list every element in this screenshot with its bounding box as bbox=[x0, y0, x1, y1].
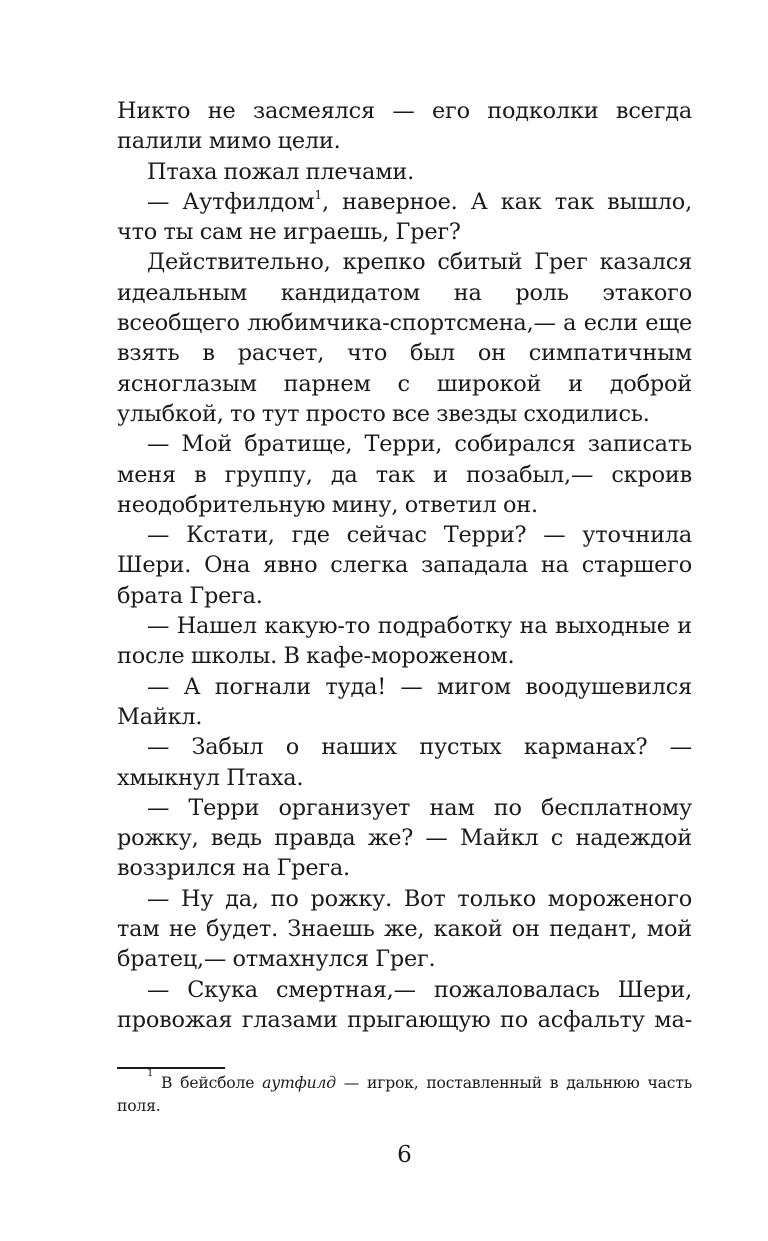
paragraph-1: Никто не засмеялся — его подколки всегда палили мимо цели. bbox=[117, 98, 692, 155]
footnote-divider bbox=[117, 1067, 225, 1069]
paragraph-6: — Кстати, где сейчас Терри? — уточнила Шери. Она явно слегка западала на старшего брата Грега. bbox=[117, 522, 692, 609]
paragraph-7: — Нашел какую-то подработку на выходные и после школы. В кафе-мороженом. bbox=[117, 613, 692, 670]
page-number: 6 bbox=[397, 1142, 412, 1168]
footnote-text-start: В бейсболе bbox=[153, 1074, 263, 1092]
paragraph-9: — Забыл о наших пустых карманах? — хмыкнул Птаха. bbox=[117, 734, 692, 791]
book-page bbox=[117, 0, 692, 1241]
paragraph-2: Птаха пожал плечами. bbox=[147, 158, 415, 185]
footnote bbox=[117, 1067, 692, 1118]
paragraph-8: — А погнали туда! — мигом воодушевился Майкл. bbox=[117, 673, 692, 730]
paragraph-3-end: , наверное. А как так вышло, что ты сам не играешь, Грег? bbox=[117, 188, 692, 246]
paragraph-3-start: — Аутфилдом bbox=[147, 188, 315, 215]
paragraph-5: — Мой братище, Терри, собирался записать меня в группу, да так и позабыл,— скроив неодобрительную мину, ответил он. bbox=[117, 431, 692, 518]
footnote-marker: 1 bbox=[147, 1067, 154, 1079]
paragraph-10: — Терри организует нам по бесплатному рожку, ведь правда же? — Майкл с надеждой воззрился на Грега. bbox=[117, 794, 692, 882]
paragraph-4: Действительно, крепко сбитый Грег казался идеальным кандидатом на роль этакого всеобщего любимчика-спортсмена,— а если еще взять в расчет, что был он симпатичным ясноглазым парнем с широкой и доброй улыбкой, то тут просто все звезды сходились. bbox=[117, 249, 692, 427]
paragraph-3 bbox=[117, 187, 692, 248]
footnote-text-end: — игрок, поставленный в дальнюю часть поля. bbox=[117, 1074, 692, 1115]
footnote-term: аутфилд bbox=[262, 1074, 336, 1092]
paragraph-11: — Ну да, по рожку. Вот только мороженого там не будет. Знаешь же, какой он педант, мой братец,— отмахнулся Грег. bbox=[117, 885, 692, 973]
body-text bbox=[117, 96, 692, 1035]
paragraph-12: — Скука смертная,— пожаловалась Шери, провожая глазами прыгающую по асфальту ма- bbox=[117, 976, 692, 1033]
footnote-reference: 1 bbox=[314, 187, 322, 202]
